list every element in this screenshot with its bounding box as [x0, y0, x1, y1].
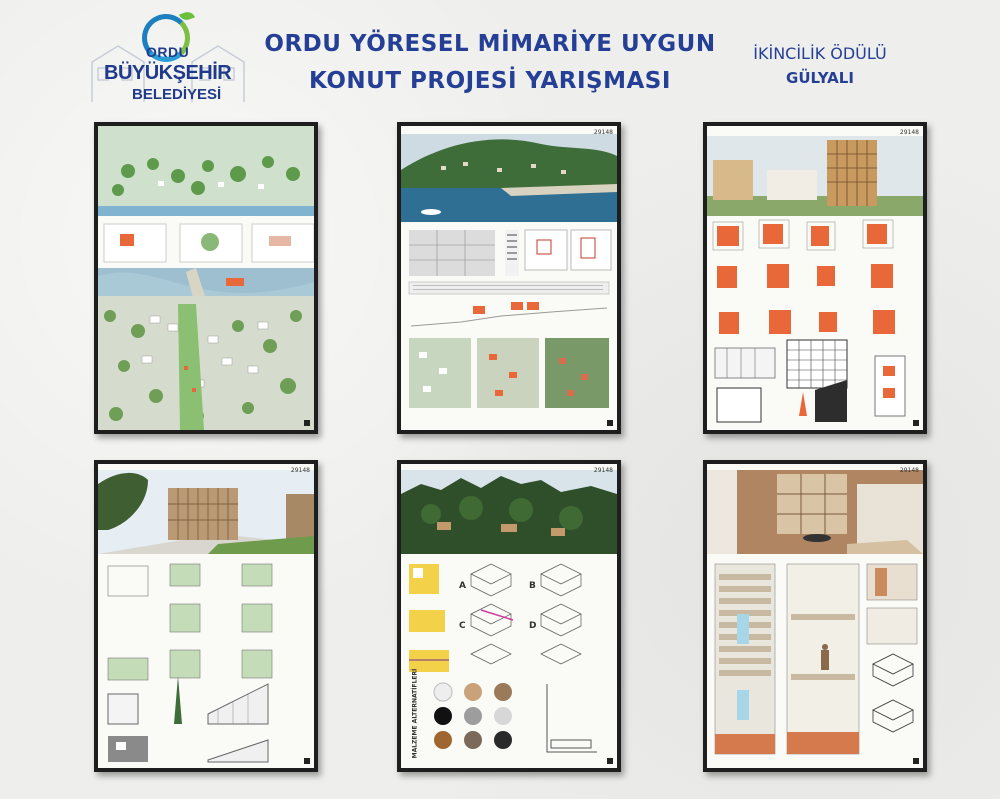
poster-4[interactable]	[94, 460, 318, 772]
svg-text:A: A	[459, 581, 466, 591]
poster-corner-mark	[304, 758, 310, 764]
poster-3-sheet	[707, 126, 923, 430]
poster-5-sheet	[401, 464, 617, 768]
poster-corner-mark	[607, 420, 613, 426]
poster-1-graphics	[98, 126, 314, 430]
poster-corner-mark	[607, 758, 613, 764]
materials-vertical-label: MALZEME ALTERNATİFLERİ	[411, 668, 419, 759]
poster-1[interactable]	[94, 122, 318, 434]
award-block	[740, 42, 900, 90]
logo-text-ordu: ORDU	[146, 44, 190, 60]
svg-text:D: D	[529, 621, 537, 631]
poster-3[interactable]	[703, 122, 927, 434]
poster-corner-mark	[304, 420, 310, 426]
header	[0, 0, 1000, 120]
award-rank: İKİNCİLİK ÖDÜLÜ	[753, 44, 887, 63]
svg-text:B: B	[529, 581, 536, 591]
poster-number: 29148	[899, 467, 919, 474]
award-project-name: GÜLYALI	[786, 69, 854, 87]
poster-corner-mark	[913, 420, 919, 426]
title-line-1: ORDU YÖRESEL MİMARİYE UYGUN	[264, 31, 716, 57]
logo-text-belediyesi: BELEDİYESİ	[132, 86, 222, 103]
poster-3-graphics	[707, 126, 923, 430]
poster-4-graphics	[98, 464, 314, 768]
poster-2[interactable]	[397, 122, 621, 434]
page-title	[260, 26, 720, 100]
poster-number: 29148	[290, 467, 310, 474]
poster-corner-mark	[913, 758, 919, 764]
poster-2-graphics	[401, 126, 617, 430]
poster-number: 29148	[899, 129, 919, 136]
title-line-2: KONUT PROJESİ YARIŞMASI	[309, 68, 671, 94]
poster-1-sheet	[98, 126, 314, 430]
poster-6-sheet	[707, 464, 923, 768]
poster-number: 29148	[593, 129, 613, 136]
poster-number: 29148	[593, 467, 613, 474]
poster-2-sheet	[401, 126, 617, 430]
poster-6[interactable]	[703, 460, 927, 772]
poster-5-graphics	[401, 464, 617, 768]
municipality-logo	[88, 14, 248, 112]
poster-6-graphics	[707, 464, 923, 768]
svg-text:C: C	[459, 621, 466, 631]
poster-4-sheet	[98, 464, 314, 768]
logo-text-buyuksehir: BÜYÜKŞEHİR	[104, 62, 232, 84]
poster-5[interactable]	[397, 460, 621, 772]
